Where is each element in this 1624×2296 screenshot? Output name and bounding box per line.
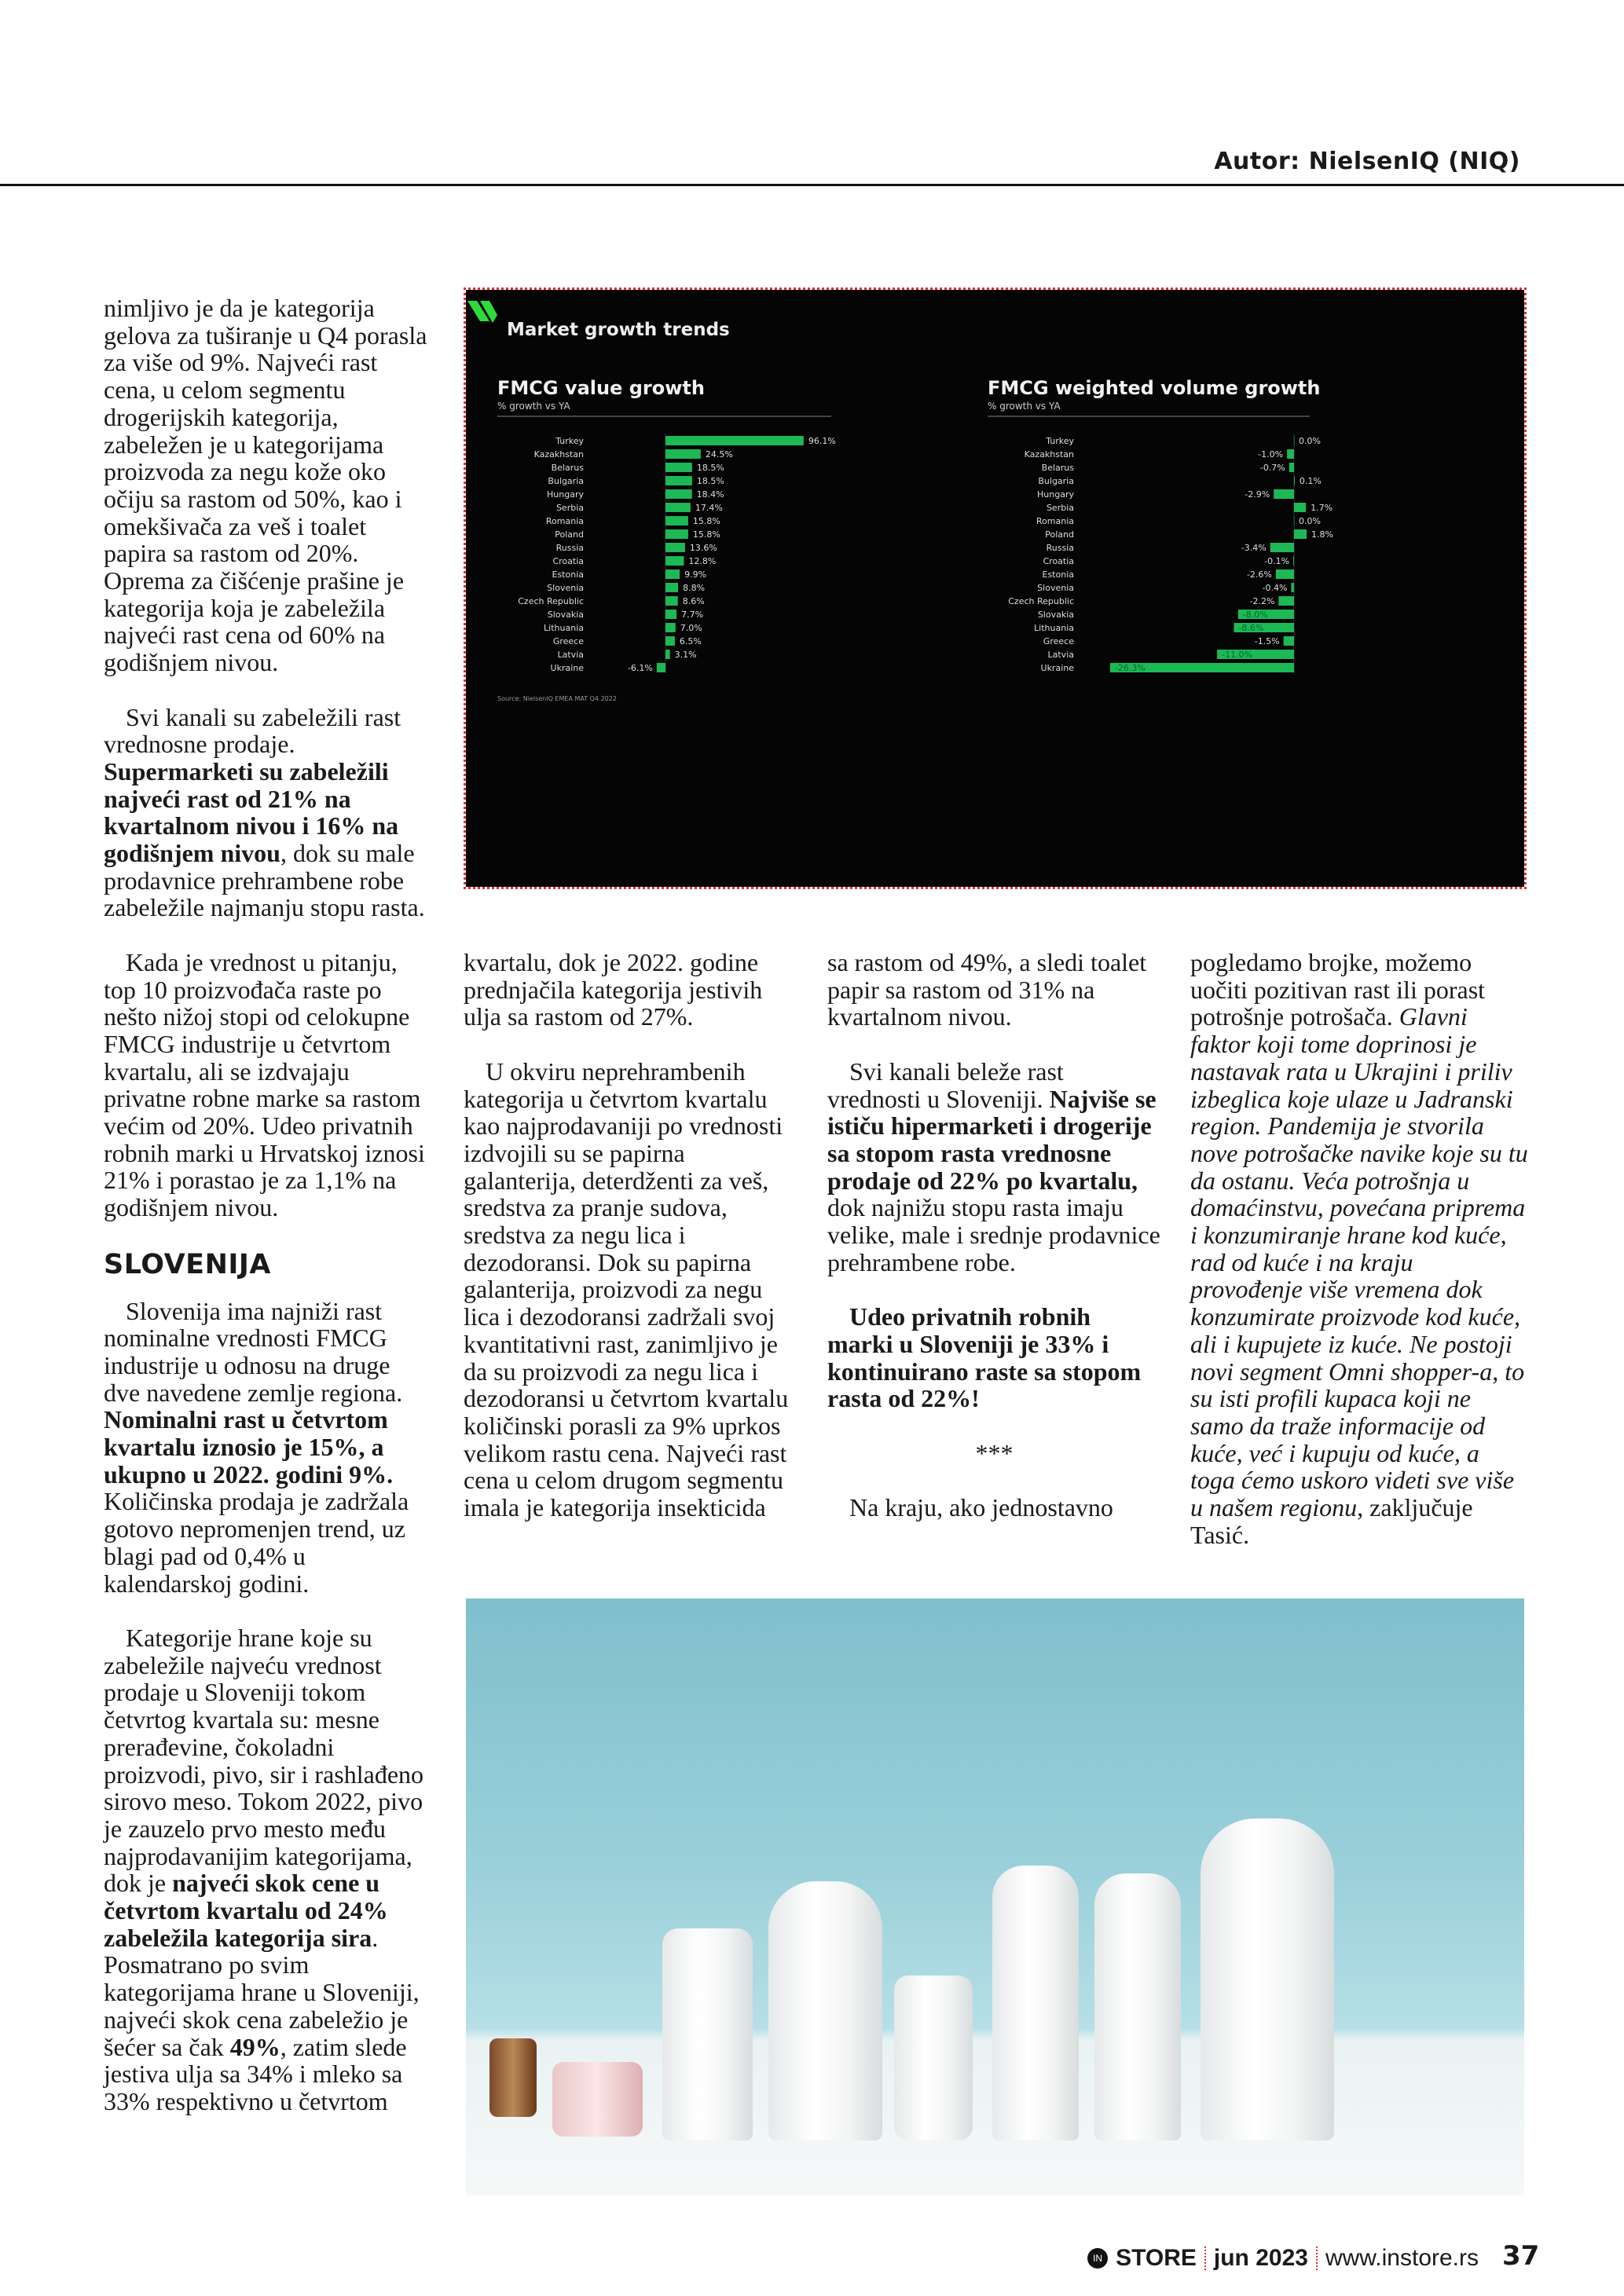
text: SLOVENIJA: [104, 1248, 271, 1280]
article-column-4: [1190, 949, 1528, 1576]
data-label: 7.0%: [680, 623, 702, 633]
category-label: Greece: [552, 636, 584, 646]
category-label: Estonia: [552, 569, 584, 580]
category-label: Ukraine: [550, 663, 584, 673]
category-label: Slovakia: [1037, 610, 1074, 620]
bold-text: Udeo privatnih robnih marki u Sloveniji je 33% i kontinuirano raste sa stopom rasta od 22%!: [827, 1302, 1142, 1413]
data-label: 18.5%: [696, 463, 724, 473]
data-label: -26.3%: [1114, 663, 1146, 673]
text: Svi kanali beleže rast vrednosti u Sloveniji.: [827, 1056, 1064, 1113]
panel-rule: [497, 416, 831, 417]
page-number: 37: [1502, 2240, 1540, 2272]
pump-bottle: [768, 1881, 882, 2140]
section-heading: [104, 1249, 427, 1280]
article-paragraph: [464, 1058, 794, 1522]
bar: [665, 529, 688, 539]
data-label: -1.5%: [1254, 636, 1280, 646]
panel-rule: [988, 416, 1310, 417]
category-label: Belarus: [551, 463, 584, 473]
article-column-1: [104, 295, 427, 2142]
category-label: Estonia: [1042, 569, 1074, 580]
bar: [1278, 596, 1294, 606]
large-bottle: [1201, 1818, 1334, 2140]
article-column-2: [464, 949, 794, 1548]
category-label: Kazakhstan: [1024, 449, 1074, 460]
data-label: -2.6%: [1246, 569, 1272, 580]
data-label: -1.0%: [1258, 449, 1284, 460]
text: Kada je vrednost u pitanju, top 10 proizvođača raste po nešto nižoj stopi od celokupne FMCG industrije u četvrtom kvartalu, ali se izdvajaju privatne robne marke sa rastom većim od 20%. Udeo privatnih robnih marki u Hrvatskoj iznosi 21% i porastao je za 1,1% na godišnjem nivou.: [104, 947, 425, 1222]
category-label: Poland: [1045, 529, 1074, 540]
article-paragraph: [104, 704, 427, 922]
article-paragraph: [464, 949, 794, 1031]
article-paragraph: [827, 1440, 1161, 1467]
article-paragraph: [827, 1494, 1161, 1522]
data-label: 0.1%: [1299, 476, 1322, 486]
bar: [665, 636, 675, 646]
category-label: Czech Republic: [518, 596, 584, 606]
bar: [665, 596, 678, 606]
data-label: 3.1%: [674, 650, 697, 660]
bar: [1274, 489, 1294, 499]
bar: [665, 476, 692, 485]
text: kvartalu, dok je 2022. godine prednjačila kategorija jestivih ulja sa rastom od 27%.: [464, 948, 763, 1031]
category-label: Slovakia: [547, 610, 584, 620]
bar: [665, 623, 676, 632]
article-column-3: [827, 949, 1161, 1548]
article-paragraph: [104, 949, 427, 1221]
stick: [662, 1928, 753, 2140]
data-label: 15.8%: [692, 516, 720, 526]
data-label: -6.1%: [627, 663, 653, 673]
category-label: Latvia: [1047, 650, 1074, 660]
bar: [665, 543, 685, 552]
italic-text: Glavni faktor koji tome doprinosi je nastavak rata u Ukrajini i priliv izbeglica koje ulaze u Jadranski region. Pandemija je stvorila nove potrošačke navike koje su tu da ostanu. Veća potrošnja u domaćinstvu, povećana priprema i konzumiranje hrane kod kuće, rad od kuće i na kraju provođenje više vremena dok konzumirate proizvode kod kuće, ali i kupujete iz kuće. Ne postoji novi segment Omni shopper-a, to su isti profili kupaca koji ne samo da traže informacije od kuće, već i kupuju od kuće, a toga ćemo uskoro videti sve više u našem regionu: [1190, 1002, 1528, 1522]
data-label: 18.5%: [696, 476, 724, 486]
category-label: Ukraine: [1040, 663, 1074, 673]
text: U okviru neprehrambenih kategorija u četvrtom kvartalu kao najprodavaniji po vrednosti izdvojili su se papirna galanterija, deterdženti za veš, sredstva za pranje sudova, sredstva za negu lica i dezodoransi. Dok su papirna galanterija, proizvodi za negu lica i dezodoransi zadržali svoj kvantitativni rast, zanimljivo je da su proizvodi za negu lica i dezodoransi u četvrtom kvartalu količinski porasli za 9% uprkos velikom rastu cena. Najveći rast cena u celom drugom segmentu imala je kategorija insekticida: [464, 1056, 789, 1522]
text: Slovenija ima najniži rast nominalne vrednosti FMCG industrije u odnosu na druge dve navedene zemlje regiona.: [104, 1296, 403, 1407]
article-paragraph: [827, 1303, 1161, 1412]
bar: [665, 516, 688, 525]
data-label: 0.0%: [1299, 436, 1321, 446]
bar: [1284, 636, 1294, 646]
category-label: Serbia: [555, 503, 584, 513]
text: Količinska prodaja je zadržala gotovo nepromenjen trend, uz blagi pad od 0,4% u kalendarskoj godini.: [104, 1487, 409, 1598]
category-label: Poland: [555, 529, 584, 540]
text: , dok su male prodavnice prehrambene robe zabeležile najmanju stopu rasta.: [104, 839, 425, 922]
category-label: Croatia: [552, 556, 584, 566]
data-label: 96.1%: [808, 436, 836, 446]
text: pogledamo brojke, možemo uočiti pozitivan rast ili porast potrošnje potrošača.: [1190, 948, 1486, 1031]
text: sa rastom od 49%, a sledi toalet papir sa rastom od 31% na kvartalnom nivou.: [827, 948, 1147, 1031]
page-footer: [1087, 2245, 1479, 2272]
data-label: 0.0%: [1299, 516, 1321, 526]
panel-subtitle: % growth vs YA: [988, 401, 1061, 412]
panel-title: FMCG value growth: [497, 377, 705, 399]
article-paragraph: [1190, 949, 1528, 1548]
bar: [1276, 569, 1294, 579]
category-label: Romania: [1036, 516, 1074, 526]
text: Svi kanali su zabeležili rast vrednosne prodaje.: [104, 702, 401, 759]
bar: [665, 489, 692, 499]
category-label: Lithuania: [1034, 623, 1074, 633]
instore-logo-icon: IN: [1087, 2248, 1108, 2269]
text: , zaključuje Tasić.: [1190, 1493, 1473, 1549]
bold-text: najveći skok cene u četvrtom kvartalu od 24% zabeležila kategorija sira: [104, 1869, 388, 1952]
data-label: 15.8%: [692, 529, 720, 540]
data-label: -11.0%: [1222, 650, 1253, 660]
bold-text: 49%: [229, 2032, 280, 2061]
bar: [1294, 476, 1295, 485]
header-divider: [0, 184, 1624, 186]
data-label: 7.7%: [681, 610, 704, 620]
footer-issue: jun 2023: [1213, 2245, 1308, 2271]
text: Na kraju, ako jednostavno: [849, 1493, 1113, 1522]
category-label: Bulgaria: [1038, 476, 1074, 486]
data-label: -0.7%: [1259, 463, 1285, 473]
author-credit: Autor: NielsenIQ (NIQ): [1214, 148, 1520, 175]
category-label: Turkey: [1046, 436, 1074, 446]
cream-jar: [552, 2062, 643, 2137]
category-label: Lithuania: [544, 623, 584, 633]
data-label: 9.9%: [684, 569, 707, 580]
category-label: Russia: [1046, 543, 1074, 553]
category-label: Hungary: [1037, 489, 1074, 500]
bar: [1294, 516, 1295, 525]
article-paragraph: [104, 1624, 427, 2115]
bold-text: Najviše se ističu hipermarketi i drogerije sa stopom rasta vrednosne prodaje od 22% po kvartalu,: [827, 1084, 1157, 1195]
bar: [1287, 449, 1294, 459]
article-paragraph: [104, 295, 427, 676]
category-label: Hungary: [547, 489, 584, 500]
panel-subtitle: % growth vs YA: [497, 401, 570, 412]
bar: [1294, 503, 1306, 512]
bar: [1294, 529, 1307, 539]
panel-title: FMCG weighted volume growth: [988, 377, 1321, 399]
bar: [665, 449, 701, 459]
market-growth-chart: [466, 290, 1524, 887]
jar: [489, 2038, 537, 2117]
text: Kategorije hrane koje su zabeležile najveću vrednost prodaje u Sloveniji tokom četvrtog kvartala su: mesne prerađevine, čokoladni proizvodi, pivo, sir i rashlađeno sirovo meso. Tokom 2022, pivo je zauzelo prvo mesto među najprodavanijim kategorijama, dok je: [104, 1623, 424, 1898]
bar: [1289, 463, 1294, 472]
data-label: 13.6%: [689, 543, 717, 553]
spray-bottle: [1094, 1873, 1181, 2140]
category-label: Serbia: [1046, 503, 1074, 513]
data-label: -2.9%: [1245, 489, 1270, 500]
bar: [1294, 436, 1295, 445]
bar: [665, 556, 684, 566]
bar: [1270, 543, 1294, 552]
footer-separator: [1316, 2247, 1318, 2270]
tube: [894, 1976, 973, 2140]
data-label: 24.5%: [705, 449, 733, 460]
data-label: 17.4%: [695, 503, 723, 513]
data-label: 6.5%: [679, 636, 702, 646]
category-label: Belarus: [1041, 463, 1074, 473]
category-label: Croatia: [1043, 556, 1074, 566]
text: dok najnižu stopu rasta imaju velike, male i srednje prodavnice prehrambene robe.: [827, 1193, 1160, 1276]
data-label: 1.7%: [1311, 503, 1333, 513]
bar: [1293, 556, 1294, 566]
niq-logo-icon: [467, 301, 497, 323]
category-label: Romania: [545, 516, 584, 526]
text: , zatim slede jestiva ulja sa 34% i mleko sa 33% respektivno u četvrtom: [104, 2032, 407, 2115]
data-label: -2.2%: [1249, 596, 1275, 606]
data-label: 8.6%: [682, 596, 705, 606]
data-label: -8.0%: [1242, 610, 1268, 620]
category-label: Slovenia: [547, 583, 584, 593]
bar: [665, 503, 691, 512]
data-label: -0.4%: [1262, 583, 1288, 593]
footer-url[interactable]: www.instore.rs: [1325, 2245, 1479, 2271]
footer-separator: [1204, 2247, 1206, 2270]
data-label: 1.8%: [1311, 529, 1333, 540]
bar: [665, 610, 676, 619]
data-label: -0.1%: [1264, 556, 1290, 566]
category-label: Bulgaria: [548, 476, 584, 486]
bold-text: Supermarketi su zabeležili najveći rast od 21% na kvartalnom nivou i 16% na godišnjem nivou: [104, 756, 399, 868]
bar: [657, 663, 665, 672]
data-label: 18.4%: [696, 489, 724, 500]
data-label: 12.8%: [688, 556, 717, 566]
text: ***: [975, 1438, 1014, 1467]
bar: [1291, 583, 1294, 592]
category-label: Russia: [555, 543, 584, 553]
article-paragraph: [827, 949, 1161, 1031]
data-label: -3.4%: [1241, 543, 1267, 553]
chart-title: Market growth trends: [507, 320, 730, 340]
data-label: 8.8%: [683, 583, 706, 593]
category-label: Czech Republic: [1008, 596, 1074, 606]
category-label: Latvia: [557, 650, 584, 660]
bold-text: Nominalni rast u četvrtom kvartalu iznosio je 15%, a ukupno u 2022. godini 9%.: [104, 1405, 394, 1489]
bar: [665, 569, 680, 579]
bar: [665, 650, 670, 659]
category-label: Greece: [1043, 636, 1074, 646]
bar: [665, 436, 804, 445]
bar: [665, 583, 678, 592]
text: . Posmatrano po svim kategorijama hrane u Sloveniji, najveći skok cena zabeležio je šećer sa čak: [104, 1923, 420, 2061]
footer-brand: STORE: [1116, 2245, 1197, 2271]
text: nimljivo je da je kategorija gelova za tuširanje u Q4 porasla za više od 9%. Najveći rast cena, u celom segmentu drogerijskih kategorija, zabeležen je u kategorijama proizvoda za negu kože oko očiju sa rastom od 50%, kao i omekšivača za veš i toalet papira sa rastom od 20%. Oprema za čišćenje prašine je kategorija koja je zabeležila najveći rast cena od 60% na godišnjem nivou.: [104, 294, 427, 677]
article-paragraph: [827, 1058, 1161, 1276]
bar: [665, 463, 692, 472]
category-label: Slovenia: [1037, 583, 1074, 593]
article-paragraph: [104, 1298, 427, 1598]
data-label: -8.6%: [1238, 623, 1264, 633]
chart-source: Source: NielsenIQ EMEA MAT Q4 2022: [497, 695, 617, 702]
bottle-cap: [992, 1866, 1079, 2140]
category-label: Kazakhstan: [533, 449, 584, 460]
category-label: Turkey: [555, 436, 584, 446]
cosmetic-bottles-photo: [466, 1598, 1524, 2195]
